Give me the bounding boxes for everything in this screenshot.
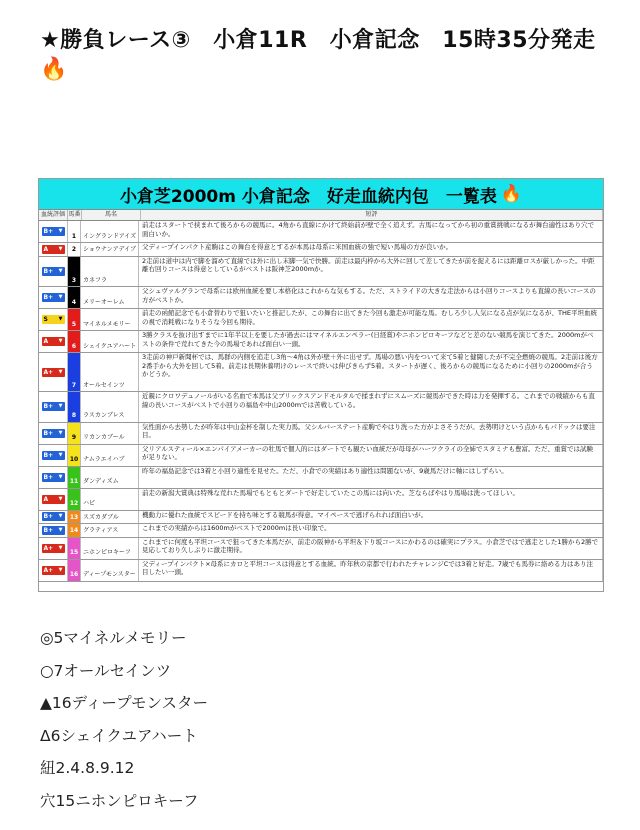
eval-cell <box>39 243 68 256</box>
eval-cell <box>39 467 68 488</box>
grade-badge <box>42 451 65 460</box>
eval-cell <box>39 524 68 537</box>
table-title: 小倉芝2000m 小倉記念 好走血統内包 一覧表 <box>119 186 497 207</box>
grade-badge <box>42 473 65 482</box>
horse-number: 14 <box>68 524 81 537</box>
dropdown-arrow-icon: ▼ <box>58 294 63 300</box>
grade-label: A+ <box>43 544 54 552</box>
grade-badge <box>42 566 65 575</box>
grade-label: B+ <box>43 473 54 481</box>
horse-name: メリーオーレム <box>81 287 139 308</box>
pick-ana: 穴15ニホンピロキーフ <box>40 791 199 810</box>
grade-label: B+ <box>43 294 54 301</box>
horse-number: 5 <box>68 309 81 330</box>
table-row <box>39 560 603 582</box>
eval-cell <box>39 221 68 242</box>
horse-number: 6 <box>68 331 81 352</box>
horse-number: 16 <box>68 560 81 581</box>
horse-name: ショウナンアデイブ <box>81 243 139 256</box>
horse-number: 2 <box>68 243 81 256</box>
horse-comment: 父シュヴァルグランで母系には欧州血統を要し本格化はこれからな気もする。ただ、ストライドの大きな走法からは小回りコースよりも直線の長いコースの方がベストか。 <box>139 287 603 308</box>
table-row <box>39 309 603 331</box>
dropdown-arrow-icon: ▼ <box>58 316 63 322</box>
pick-honmei: ◎5マイネルメモリー <box>40 629 187 647</box>
table-row <box>39 331 603 353</box>
horse-comment: これまでの実績からは1600mがベストで2000mは長い印象で。 <box>139 524 603 537</box>
col-text: 短評 <box>141 210 603 220</box>
table-row <box>39 467 603 489</box>
flame-icon: 🔥 <box>40 57 68 82</box>
horse-name: ナムラエイハブ <box>81 445 139 466</box>
table-body <box>39 221 603 582</box>
picks-list <box>40 628 208 823</box>
dropdown-arrow-icon: ▼ <box>58 544 63 551</box>
grade-badge <box>42 526 65 535</box>
col-eval: 血統評価 <box>39 210 68 220</box>
eval-cell <box>39 287 68 308</box>
grade-label: A+ <box>43 368 54 376</box>
horse-comment: 父ディープインパクト産駒はこの舞台を得意とするが本馬は母系に米国血統の強で短い馬場の方が良いか。 <box>139 243 603 256</box>
table-row <box>39 445 603 467</box>
col-name: 馬名 <box>82 210 141 220</box>
dropdown-arrow-icon: ▼ <box>58 245 63 252</box>
horse-comment: 父リアルスティール×エンパイアメーカーの牡馬で個人的にはダートでも観たい血統だが母母がハーツクライの全姉でスタミナも豊富。ただ、重賞では試験が足りない。 <box>139 445 603 466</box>
grade-badge <box>42 368 65 377</box>
dropdown-arrow-icon: ▼ <box>58 267 63 274</box>
table-row <box>39 423 603 445</box>
horse-name: カネフラ <box>81 257 139 287</box>
dropdown-arrow-icon: ▼ <box>58 451 63 458</box>
grade-badge <box>42 402 65 411</box>
horse-comment: 前走の新潟大賞典は特殊な荒れた馬場でもともとダートで好走していたこの馬には向いた。芝ならばやはり馬場は洗ってほしい。 <box>139 489 603 510</box>
pick-taikou: ○7オールセインツ <box>40 661 172 680</box>
grade-label: B+ <box>43 429 54 437</box>
grade-label: A <box>43 338 49 345</box>
grade-label: B+ <box>43 451 54 459</box>
table-row <box>39 524 603 538</box>
table-row <box>39 511 603 525</box>
grade-badge <box>42 267 65 276</box>
eval-cell <box>39 511 68 524</box>
grade-badge <box>42 293 65 302</box>
grade-label: A <box>43 495 49 503</box>
horse-number: 9 <box>68 423 81 444</box>
table-row <box>39 287 603 309</box>
horse-name: シェイクユアハート <box>81 331 139 352</box>
dropdown-arrow-icon: ▼ <box>58 473 63 480</box>
horse-name: ダンディズム <box>81 467 139 488</box>
horse-comment: 昨年の福島記念では3着と小回り適性を見せた。ただ、小倉での実績はあり適性は問題ないが、9歳馬だけに軸にはしずらい。 <box>139 467 603 488</box>
horse-comment: 近親にクロワデュノールがいる名血で本馬は父ブリックスアンドモルタルで揉まれずにスムーズに競馬ができた時は力を発揮する。これまでの戦績からも直線の長いコースがベストで小回りの福島や中山2000mでは苦戦している。 <box>139 392 603 422</box>
table-row <box>39 489 603 511</box>
pick-renka: Δ6シェイクユアハート <box>40 726 198 745</box>
horse-comment: 気性面から去勢したが昨年は中山金杯を制した実力馬。父シルバーステート産駒でやはり洗った方がよさそうだが。去勢明けという点からもパドックは要注目。 <box>139 423 603 444</box>
grade-label: B+ <box>43 526 54 534</box>
eval-cell <box>39 560 68 581</box>
grade-label: A <box>43 245 49 253</box>
horse-name: グラティアス <box>81 524 139 537</box>
eval-cell <box>39 423 68 444</box>
grade-badge <box>42 544 65 553</box>
horse-name: イングランドアイズ <box>81 221 139 242</box>
eval-cell <box>39 392 68 422</box>
grade-badge <box>42 227 65 236</box>
dropdown-arrow-icon: ▼ <box>58 513 63 520</box>
eval-cell <box>39 309 68 330</box>
table-row <box>39 243 603 257</box>
horse-number: 15 <box>68 538 81 559</box>
horse-number: 11 <box>68 467 81 488</box>
horse-name: マイネルメモリー <box>81 309 139 330</box>
grade-label: B+ <box>43 267 54 275</box>
grade-label: B+ <box>43 513 54 521</box>
horse-name: ニホンピロキーフ <box>81 538 139 559</box>
horse-number: 7 <box>68 353 81 391</box>
pick-himo: 紐2.4.8.9.12 <box>40 759 135 777</box>
bloodline-table-image <box>38 178 604 592</box>
dropdown-arrow-icon: ▼ <box>58 526 63 533</box>
horse-name: オールセインツ <box>81 353 139 391</box>
horse-comment: これまでに何度も平坦コースで狙ってきた本馬だが、前走の阪神から平坦＆下り坂コースにかわるのは確実にプラス。小倉芝ではで逃走とした1勝から2勝で見応しており久しぶりに激走期待。 <box>139 538 603 559</box>
horse-number: 8 <box>68 392 81 422</box>
table-row <box>39 538 603 560</box>
horse-comment: 3勝クラスを抜け出すまでに1年半以上を要したが過去にはマイネルエンペラー(日経賞)やニホンピロキーフなどと差のない競馬を演じてきた。2000mがベストの条件で荒れてきた今の馬場であれば面白い一頭。 <box>139 331 603 352</box>
horse-name: ディープモンスター <box>81 560 139 581</box>
eval-cell <box>39 331 68 352</box>
dropdown-arrow-icon: ▼ <box>58 228 63 234</box>
dropdown-arrow-icon: ▼ <box>58 566 63 573</box>
horse-number: 4 <box>68 287 81 308</box>
horse-name: スズカダブル <box>81 511 139 524</box>
dropdown-arrow-icon: ▼ <box>58 403 63 410</box>
eval-cell <box>39 257 68 287</box>
eval-cell <box>39 489 68 510</box>
horse-comment: 3走前の神戸新聞杯では、馬群の内側を追走し3角～4角は外が壁＋外に出せず。馬場の悪い内をついて来て5着と健闘したが不完全燃焼の競馬。2走前は後方2番手から大外を回して5着。前走は長期休養明けのレースで終いは伸びきらず5着。スタートが遅く、後ろからの競馬になるために小回りの2000mが合うかどうか。 <box>139 353 603 391</box>
table-row <box>39 257 603 288</box>
dropdown-arrow-icon: ▼ <box>58 368 63 375</box>
grade-badge <box>42 512 65 521</box>
eval-cell <box>39 353 68 391</box>
horse-comment: 前走の函館記念でも小倉替わりで狙いたいと推記したが、この舞台に出てきた今回も激走が可能な馬。むしろ少し人気になる点が気になるが、THE平坦血統の視で消耗戦になりそうな今回も期待。 <box>139 309 603 330</box>
col-num: 馬番 <box>68 211 81 218</box>
grade-label: S <box>43 316 48 323</box>
grade-badge <box>42 429 65 438</box>
horse-comment: 2走前は道中は内で脚を溜めて直線では外に出し末脚一気で快勝。前走は最内枠から大外に回して差してきたが前を捉えるには距離ロスが厳しかった。中距離右回りコースは得意としているがベストは阪神芝2000mか。 <box>139 257 603 287</box>
grade-label: A+ <box>43 566 54 574</box>
pick-tanana: ▲16ディープモンスター <box>40 694 209 712</box>
table-row <box>39 353 603 392</box>
post-title-text: ★勝負レース③ 小倉11R 小倉記念 15時35分発走 <box>40 28 596 53</box>
dropdown-arrow-icon: ▼ <box>58 429 63 436</box>
horse-name: リカンカブール <box>81 423 139 444</box>
grade-badge <box>42 495 65 504</box>
grade-badge <box>42 245 65 254</box>
grade-label: B+ <box>43 228 54 235</box>
horse-name: ハピ <box>81 489 139 510</box>
column-headers <box>39 210 603 221</box>
grade-label: B+ <box>43 403 54 411</box>
horse-comment: 機動力に優れた血統でスピードを持ち味とする競馬が得意。マイペースで逃げられれば面白いが。 <box>139 511 603 524</box>
horse-comment: 前走はスタートで挟まれて後ろからの競馬に。4角から直線にかけて終始前が壁で全く追えず。古馬になってから初の重賞挑戦になるが舞台適性はあり穴で面白いか。 <box>139 221 603 242</box>
horse-name: ラスカンブレス <box>81 392 139 422</box>
table-row <box>39 221 603 243</box>
table-header <box>39 179 603 210</box>
eval-cell <box>39 538 68 559</box>
horse-number: 1 <box>68 221 81 242</box>
horse-number: 10 <box>68 445 81 466</box>
horse-comment: 父ディープインパクト×母系にカロと平坦コースは得意とする血統。昨年秋の京都で行われたチャレンジCでは3着と好走。7歳でも馬券に絡める力はあり注目したい一頭。 <box>139 560 603 581</box>
grade-badge <box>42 315 65 324</box>
horse-number: 3 <box>68 257 81 287</box>
table-row <box>39 392 603 423</box>
flame-icon: 🔥 <box>500 184 523 204</box>
horse-number: 12 <box>68 489 81 510</box>
dropdown-arrow-icon: ▼ <box>58 338 63 344</box>
eval-cell <box>39 445 68 466</box>
horse-number: 13 <box>68 511 81 524</box>
grade-badge <box>42 337 65 346</box>
dropdown-arrow-icon: ▼ <box>58 495 63 502</box>
post-title <box>40 26 620 84</box>
